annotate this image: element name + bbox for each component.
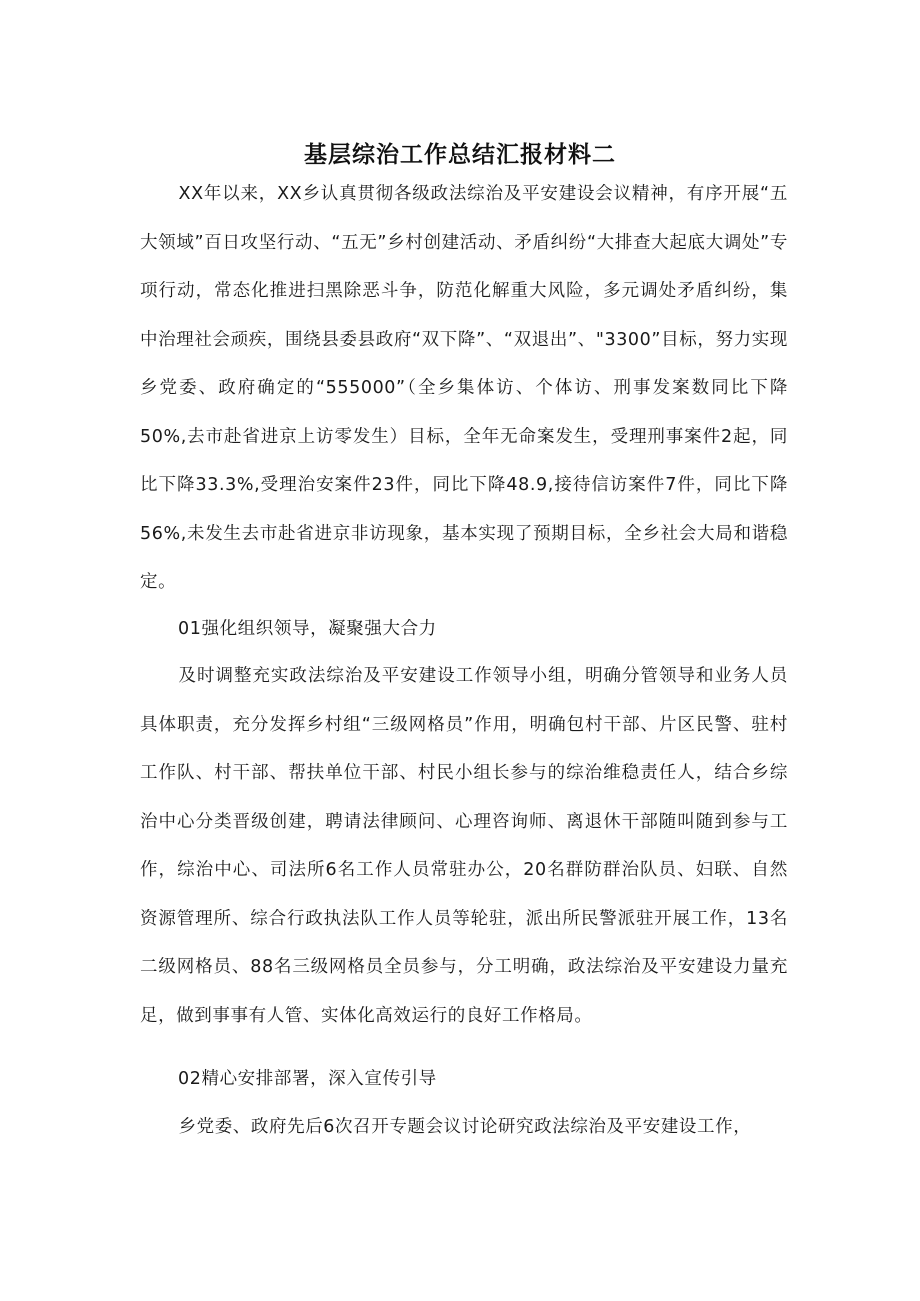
section-02-paragraph: 乡党委、政府先后6次召开专题会议讨论研究政法综治及平安建设工作， <box>178 1117 752 1137</box>
section-heading-01: 01强化组织领导，凝聚强大合力 <box>178 619 437 639</box>
section-heading-02: 02精心安排部署，深入宣传引导 <box>178 1069 437 1089</box>
section-01-paragraph: 及时调整充实政法综治及平安建设工作领导小组，明确分管领导和业务人员具体职责，充分发挥乡村组“三级网格员”作用，明确包村干部、片区民警、驻村工作队、村干部、帮扶单位干部、村民小组长参与的综治维稳责任人，结合乡综治中心分类晋级创建，聘请法律顾问、心理咨询师、离退休干部随叫随到参与工作，综治中心、司法所6名工作人员常驻办公，20名群防群治队员、妇联、自然资源管理所、综合行政执法队工作人员等轮驻，派出所民警派驻开展工作，13名二级网格员、88名三级网格员全员参与，分工明确，政法综治及平安建设力量充足，做到事事有人管、实体化高效运行的良好工作格局。 <box>140 666 788 1026</box>
document-title: 基层综治工作总结汇报材料二 <box>304 142 616 169</box>
intro-paragraph: XX年以来，XX乡认真贯彻各级政法综治及平安建设会议精神，有序开展“五大领域”百日攻坚行动、“五无”乡村创建活动、矛盾纠纷“大排查大起底大调处”专项行动，常态化推进扫黑除恶斗争，防范化解重大风险，多元调处矛盾纠纷，集中治理社会顽疾，围绕县委县政府“双下降”、“双退出”、"3300”目标，努力实现乡党委、政府确定的“555000”（全乡集体访、个体访、刑事发案数同比下降50%,去市赴省进京上访零发生）目标，全年无命案发生，受理刑事案件2起，同比下降33.3%,受理治安案件23件，同比下降48.9,接待信访案件7件，同比下降56%,未发生去市赴省进京非访现象，基本实现了预期目标，全乡社会大局和谐稳定。 <box>140 184 788 592</box>
